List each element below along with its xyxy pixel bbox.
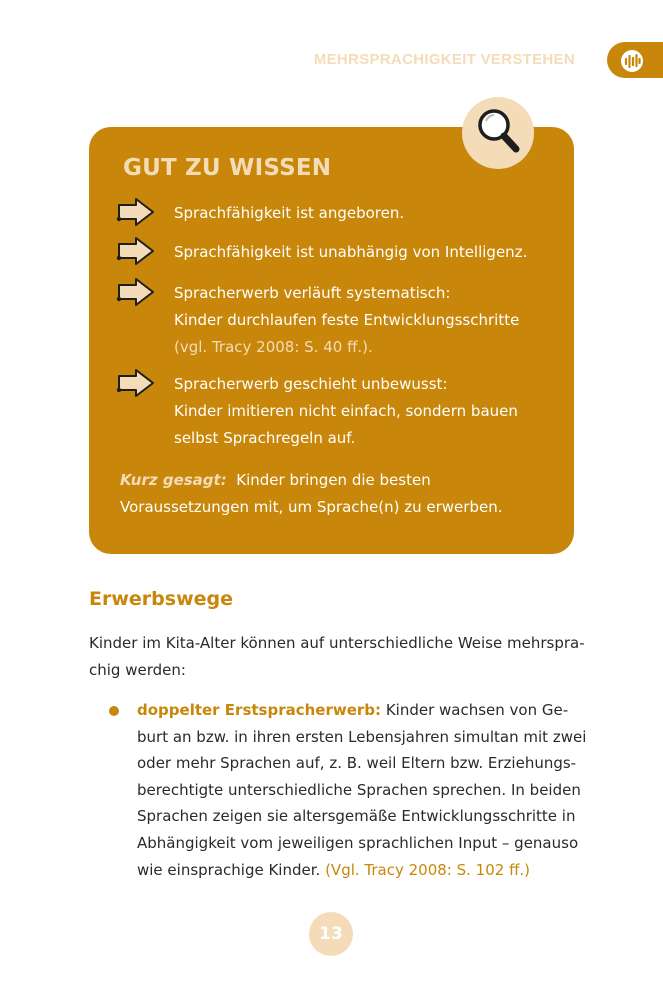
section-heading: Erwerbswege	[89, 588, 233, 610]
fact-item: Spracherwerb geschieht unbewusst: Kinder imitieren nicht einfach, sondern bauen selbst Sprachregeln auf.	[174, 375, 518, 447]
arrow-right-icon	[116, 235, 156, 267]
summary-label: Kurz gesagt:	[120, 471, 227, 489]
citation: (Vgl. Tracy 2008: S. 102 ff.)	[325, 860, 531, 879]
arrow-right-icon	[116, 196, 156, 228]
chapter-tab	[607, 42, 663, 78]
bullet-term: doppelter Erstspracherwerb:	[137, 701, 382, 719]
bullet-icon	[109, 706, 119, 716]
arrow-right-icon	[116, 367, 156, 399]
speaking-head-icon	[619, 49, 645, 73]
magnifier-icon	[476, 107, 522, 157]
list-item: doppelter Erstspracherwerb: Kinder wachsen von Ge- burt an bzw. in ihren ersten Lebensjahren simultan mit zwei oder mehr Sprachen auf, z. B. weil Eltern bzw. Erziehungs- berechtigte unterschiedliche Sprachen sprechen. In beiden Sprachen zeigen sie altersgemäße Entwicklungsschritte in Abhängigkeit vom jeweiligen sprachlichen Input – genauso wie einsprachige Kinder. (Vgl. Tracy 2008: S. 102 ff.)	[137, 701, 587, 879]
fact-item: Sprachfähigkeit ist unabhängig von Intelligenz.	[174, 243, 528, 261]
page-number: 13	[309, 912, 353, 956]
fact-item: Sprachfähigkeit ist angeboren.	[174, 204, 405, 222]
intro-paragraph: Kinder im Kita-Alter können auf unterschiedliche Weise mehrspra- chig werden:	[89, 634, 585, 679]
fact-item: Spracherwerb verläuft systematisch: Kinder durchlaufen feste Entwicklungsschritte (vgl. Tracy 2008: S. 40 ff.).	[174, 280, 519, 361]
summary: Kurz gesagt: Kinder bringen die besten Voraussetzungen mit, um Sprache(n) zu erwerben.	[120, 471, 503, 516]
arrow-right-icon	[116, 276, 156, 308]
running-header: MEHRSPRACHIGKEIT VERSTEHEN	[313, 51, 575, 68]
magnifier-badge	[462, 97, 534, 169]
citation: (vgl. Tracy 2008: S. 40 ff.).	[174, 338, 373, 356]
info-box-title: GUT ZU WISSEN	[123, 155, 332, 181]
